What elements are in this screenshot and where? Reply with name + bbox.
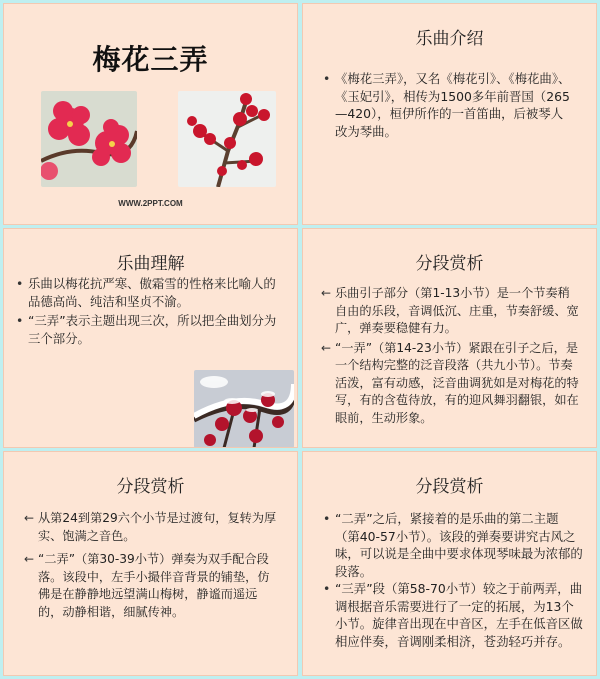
arrow-left-icon: ← bbox=[24, 552, 35, 566]
list-item: • “三弄”表示主题出现三次，所以把全曲划分为三个部分。 bbox=[14, 312, 284, 347]
list-item: • 乐曲以梅花抗严寒、傲霜雪的性格来比喻人的品德高尚、纯洁和坚贞不渝。 bbox=[14, 275, 284, 310]
list-item: ← 从第24到第29六个小节是过渡句，复转为厚实、饱满之音色。 bbox=[24, 511, 277, 543]
analysis3-heading: 分段赏析 bbox=[415, 477, 484, 497]
list-item: • 《梅花三弄》，又名《梅花引》、《梅花曲》、《玉妃引》，相传为1500多年前晋国（265—420），桓伊所作的一首笛曲，后被琴人改为琴曲。 bbox=[321, 70, 571, 140]
understanding-heading: 乐曲理解 bbox=[116, 254, 185, 274]
intro-list bbox=[321, 70, 571, 140]
arrow-left-icon: ← bbox=[24, 511, 35, 525]
arrow-left-icon: ← bbox=[321, 340, 332, 355]
list-item: • “二弄”之后，紧接着的是乐曲的第二主题（第40-57小节）。该段的弹奏要讲究古风之味，可以说是全曲中要求体现琴味最为浓郁的段落。 bbox=[321, 510, 583, 580]
list-item: ← “二弄”（第30-39小节）弹奏为双手配合段落。该段中，左手小撮伴音背景的铺垫，仿佛是在静静地远望满山梅树，静谧而遥远的，动静相谐，细腻传神。 bbox=[24, 552, 270, 619]
analysis-panel-1 bbox=[302, 228, 597, 448]
intro-heading: 乐曲介绍 bbox=[415, 29, 484, 49]
intro-panel bbox=[302, 3, 597, 225]
analysis2-list bbox=[24, 510, 280, 623]
understanding-list bbox=[14, 275, 284, 347]
plum-blossom-photo-left bbox=[41, 91, 137, 187]
list-item: ← 乐曲引子部分（第1-13小节）是一个节奏稍自由的乐段，音调低沉、庄重，节奏舒缓、宽广，弹奏要稳健有力。 bbox=[321, 286, 579, 335]
analysis2-heading: 分段赏析 bbox=[116, 477, 185, 497]
list-item: ← “一弄”（第14-23小节）紧跟在引子之后，是一个结构完整的泛音段落（共九小节）。节奏活泼，富有动感，泛音曲调犹如是对梅花的特写，有的含苞待放，有的迎风舞羽翻银，如在眼前，生动形象。 bbox=[321, 340, 579, 425]
understanding-panel bbox=[3, 228, 298, 448]
list-item: • “三弄”段（第58-70小节）较之于前两弄，曲调根据音乐需要进行了一定的拓展，为13个小节。旋律音出现在中音区，左手在低音区做相应伴奏，音调刚柔相济，苍劲轻巧并存。 bbox=[321, 580, 583, 650]
analysis1-list bbox=[321, 285, 579, 429]
title-panel bbox=[3, 3, 298, 225]
analysis-panel-2 bbox=[3, 451, 298, 676]
analysis1-heading: 分段赏析 bbox=[415, 254, 484, 274]
arrow-left-icon: ← bbox=[321, 286, 332, 300]
plum-branch-photo-right bbox=[178, 91, 276, 187]
analysis-panel-3 bbox=[302, 451, 597, 676]
snowy-plum-photo bbox=[194, 370, 294, 448]
page-title: 梅花三弄 bbox=[92, 43, 209, 76]
analysis3-list bbox=[321, 510, 583, 650]
slide-grid bbox=[3, 3, 597, 676]
watermark-text: WWW.2PPT.COM bbox=[118, 199, 183, 208]
